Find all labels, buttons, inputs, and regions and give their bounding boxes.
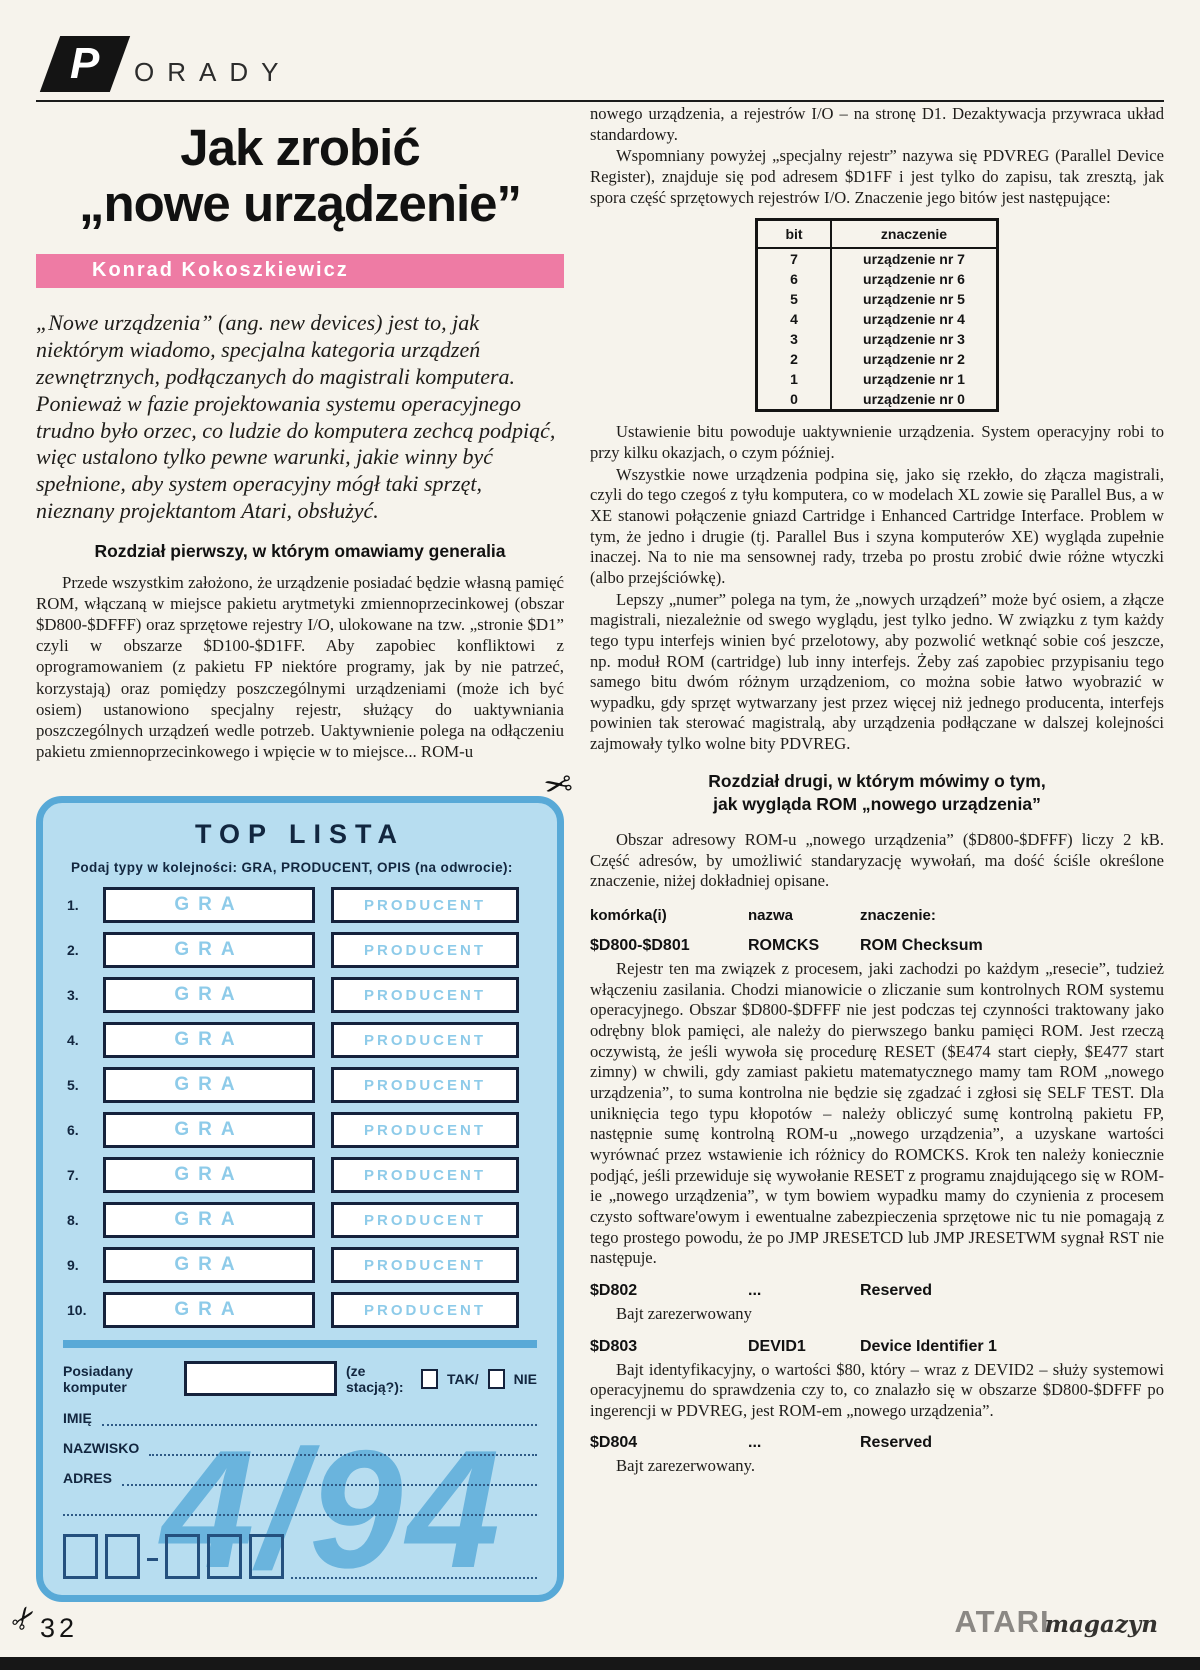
meaning-column-label: znaczenie:	[860, 907, 936, 924]
memory-map-columns-header	[590, 907, 1164, 924]
row-number: 10.	[67, 1302, 87, 1319]
left-body-paragraph: Przede wszystkim założono, że urządzenie posiadać będzie własną pamięć ROM, włączaną w miejsce pakietu arytmetyki zmiennoprzecinkowej (obszar $D800-$DFFF) oraz sprzętowe rejestry I/O, ulokowane na tzw. „stronie $D1” czyli w obszarze $D100-$D1FF. Aby zapobiec konfliktowi z oprogramowaniem (z pakietu FP niektóre programy, jak by nie patrzeć, korzystają) oraz pomiędzy poszczególnymi urządzeniami (może ich być osiem) ustanowiono specjalny rejestr, służący do uaktywniania poszczególnych urządzeń wedle potrzeb. Uaktywnienie polega na odłączeniu pakietu zmiennoprzecinkowego i wpięcie w to miejsce... ROM-u	[36, 572, 564, 762]
city-field[interactable]	[291, 1563, 537, 1579]
bit-table-header	[758, 221, 996, 249]
register-address: $D803	[590, 1337, 638, 1355]
nie-label: NIE	[513, 1370, 538, 1387]
bit-meaning: urządzenie nr 6	[863, 271, 965, 288]
coupon-row	[63, 1202, 537, 1238]
postal-code-box[interactable]	[165, 1534, 200, 1579]
producer-placeholder: PRODUCENT	[363, 1121, 486, 1139]
bit-meaning: urządzenie nr 1	[863, 371, 965, 388]
producer-field[interactable]	[331, 932, 519, 968]
bit-value: 2	[758, 349, 832, 369]
coupon-row	[63, 1292, 537, 1328]
producer-placeholder: PRODUCENT	[363, 1031, 486, 1049]
computer-field[interactable]	[184, 1361, 337, 1396]
game-placeholder: GRA	[174, 1299, 244, 1321]
bit-table-row	[758, 249, 996, 269]
author-band: Konrad Kokoszkiewicz	[36, 254, 564, 288]
register-description: Rejestr ten ma związek z procesem, jaki zachodzi po każdym „resecie”, tudzież włączeniu zasilania. Chodzi mianowicie o zliczanie sum kontrolnych ROM systemu operacyjnego. Obszar $D800-$DFFF nie jest podczas tej czynności traktowany jako odrębny blok pamięci, ale należy do pierwszego banku pamięci ROM. Jest rzeczą oczywistą, że jeśli wywoła się procedurę RESET ($E474 start ciepły, $E477 start zimny) w chwili, gdy zamiast pakietu matematycznego mamy tam ROM „nowego urządzenia”, to suma kontrolna nie będzie się zgadzać i zgłosi się SELF TEST. Dla uniknięcia tego typu kłopotów – należy obliczyć sumę kontrolną pakietu FP, następnie sumę kontrolną ROM-u „nowego urządzenia”, a uzyskane wartości wyrównać przez wstawienie ich różnicy do ROMCKS. Krok ten należy koniecznie podjąć, jeśli przewiduje się wywołanie RESET z programu znajdującego się w ROM-ie „nowego urządzenia”, w tym bowiem wypadku mamy do czynienia z procesem czysto software'owym i ewentualne zabezpieczenia sprzętowe nic tu nie pomagają z tego prostego powodu, że po JMP JRESETCD lub JMP JRESETWM sygnał RST nie następuje.	[590, 959, 1164, 1268]
postal-code-row	[63, 1534, 537, 1579]
coupon-row	[63, 977, 537, 1013]
game-field[interactable]	[103, 1067, 315, 1103]
game-placeholder: GRA	[174, 939, 244, 961]
row-number: 7.	[67, 1167, 79, 1184]
row-number: 4.	[67, 1032, 79, 1049]
article-title	[36, 120, 564, 232]
paragraph: Lepszy „numer” polega na tym, że „nowych urządzeń” może być osiem, a złącze magistrali, niezależnie od swego wyglądu, jest tylko jedno. W związku z tym każdy tego typu interfejs winien być przelotowy, aby pozwolić wetknąć sobie coś jeszcze, np. moduł ROM (cartridge) lub inny interfejs. Żeby zaś zapobiec przypisaniu tego samego bitu dwóm różnym urządzeniom, co można sobie łatwo wyobrazić w wypadku, gdy sprzęt wytwarzany jest przez więcej niż jednego producenta, interfejs powinien tak sterować magistralą, aby urządzenia podłączane w dalszej kolejności zajmowały tylko wolne bity PDVREG.	[590, 589, 1164, 754]
producer-placeholder: PRODUCENT	[363, 1211, 486, 1229]
chapter2-heading-line1: Rozdział drugi, w którym mówimy o tym,	[708, 770, 1046, 791]
coupon-row	[63, 1247, 537, 1283]
producer-field[interactable]	[331, 1157, 519, 1193]
producer-field[interactable]	[331, 887, 519, 923]
game-field[interactable]	[103, 887, 315, 923]
producer-field[interactable]	[331, 1022, 519, 1058]
coupon-row	[63, 1157, 537, 1193]
coupon-row	[63, 932, 537, 968]
bit-table-row	[758, 369, 996, 389]
name-column-label: nazwa	[748, 907, 794, 924]
bit-meaning: urządzenie nr 7	[863, 251, 965, 268]
bit-meaning: urządzenie nr 2	[863, 351, 965, 368]
bit-value: 7	[758, 249, 832, 269]
tak-label: TAK/	[447, 1370, 479, 1387]
game-field[interactable]	[103, 1112, 315, 1148]
register-heading	[590, 1282, 1164, 1300]
surname-row	[63, 1440, 537, 1456]
paragraph: Ustawienie bitu powoduje uaktywnienie urządzenia. System operacyjny robi to przy kilku okazjach, o czym później.	[590, 422, 1164, 462]
bit-meaning: urządzenie nr 0	[863, 391, 965, 408]
postal-code-box[interactable]	[63, 1534, 98, 1579]
producer-field[interactable]	[331, 1112, 519, 1148]
station-label: (ze stacją?):	[345, 1362, 404, 1395]
bit-value: 3	[758, 329, 832, 349]
game-placeholder: GRA	[174, 1074, 244, 1096]
bit-table-row	[758, 269, 996, 289]
coupon-row	[63, 1067, 537, 1103]
article-title-line2: „nowe urządzenie”	[78, 175, 522, 233]
game-field[interactable]	[103, 1202, 315, 1238]
postal-code-box[interactable]	[207, 1534, 242, 1579]
magazine-brand	[955, 1604, 1158, 1640]
register-name: ROMCKS	[748, 937, 820, 954]
register-name: ...	[748, 1281, 762, 1299]
paragraph: Wspomniany powyżej „specjalny rejestr” nazywa się PDVREG (Parallel Device Register), znajduje się pod adresem $D1FF i jest tylko do zapisu, tak zresztą, jak spora część sprzętowych rejestrów I/O. Znaczenie jego bitów jest następujące:	[590, 146, 1164, 207]
bit-value: 6	[758, 269, 832, 289]
producer-placeholder: PRODUCENT	[363, 1301, 486, 1319]
producer-field[interactable]	[331, 1202, 519, 1238]
tak-checkbox[interactable]	[421, 1369, 438, 1389]
address-field[interactable]	[122, 1470, 537, 1486]
bit-meaning: urządzenie nr 5	[863, 291, 965, 308]
row-number: 8.	[67, 1212, 79, 1229]
game-field[interactable]	[103, 977, 315, 1013]
game-field[interactable]	[103, 1247, 315, 1283]
bit-meaning: urządzenie nr 3	[863, 331, 965, 348]
register-heading	[590, 1434, 1164, 1452]
bit-table-row	[758, 389, 996, 409]
producer-field[interactable]	[331, 1067, 519, 1103]
magazyn-logo: magazyn	[1044, 1611, 1158, 1638]
article-title-line1: Jak zrobić	[180, 119, 420, 176]
porady-logo	[40, 36, 130, 92]
coupon-instructions: Podaj typy w kolejności: GRA, PRODUCENT, OPIS (na odwrocie):	[71, 860, 513, 876]
game-placeholder: GRA	[174, 1254, 244, 1276]
bit-table-row	[758, 349, 996, 369]
game-field[interactable]	[103, 1157, 315, 1193]
register-title: Reserved	[860, 1281, 933, 1299]
name-field[interactable]	[102, 1410, 537, 1426]
nie-checkbox[interactable]	[488, 1369, 505, 1389]
right-column	[590, 104, 1164, 1602]
row-number: 6.	[67, 1122, 79, 1139]
pdvreg-bit-table	[755, 218, 999, 412]
paragraph: Obszar adresowy ROM-u „nowego urządzenia” ($D800-$DFFF) liczy 2 kB. Część adresów, by umożliwić standaryzację wywołań, ma dość ściśle określone znaczenie, niżej dokładniej opisane.	[590, 830, 1164, 891]
game-field[interactable]	[103, 1022, 315, 1058]
register-title: Device Identifier 1	[860, 1337, 997, 1355]
game-placeholder: GRA	[174, 894, 244, 916]
producer-placeholder: PRODUCENT	[363, 1076, 486, 1094]
coupon-title: TOP LISTA	[194, 819, 406, 850]
name-row	[63, 1410, 537, 1426]
coupon-row	[63, 1112, 537, 1148]
postal-code-box[interactable]	[105, 1534, 140, 1579]
bit-table-row	[758, 289, 996, 309]
chapter1-heading: Rozdział pierwszy, w którym omawiamy generalia	[94, 540, 506, 561]
paragraph: nowego urządzenia, a rejestrów I/O – na stronę D1. Dezaktywacja przywraca układ standardowy.	[590, 104, 1164, 144]
game-field[interactable]	[103, 932, 315, 968]
bit-value: 4	[758, 309, 832, 329]
register-address: $D802	[590, 1281, 638, 1299]
atari-logo: ATARI	[954, 1604, 1050, 1639]
register-address: $D800-$D801	[590, 937, 690, 954]
bit-value: 5	[758, 289, 832, 309]
page-number: 32	[40, 1613, 79, 1643]
top-lista-coupon	[36, 796, 564, 1602]
postal-code-dash	[147, 1558, 158, 1561]
register-title: Reserved	[860, 1434, 933, 1452]
section-title: ORADY	[134, 57, 292, 87]
address-row	[63, 1470, 537, 1486]
producer-field[interactable]	[331, 1292, 519, 1328]
coupon-row	[63, 887, 537, 923]
register-heading	[590, 937, 1164, 955]
bit-meaning: urządzenie nr 4	[863, 311, 965, 328]
coupon-row	[63, 1022, 537, 1058]
row-number: 5.	[67, 1077, 79, 1094]
row-number: 1.	[67, 897, 79, 914]
scissors-icon: ✂	[3, 1598, 47, 1640]
name-label: IMIĘ	[63, 1410, 92, 1427]
producer-placeholder: PRODUCENT	[363, 941, 486, 959]
postal-code-box[interactable]	[249, 1534, 284, 1579]
bit-header: bit	[758, 221, 832, 247]
lead-paragraph: „Nowe urządzenia” (ang. new devices) jest to, jak niektórym wiadomo, specjalna kategoria urządzeń zewnętrznych, podłączanych do magistrali komputera. Ponieważ w fazie projektowania systemu operacyjnego trudno było orzec, co ludzie do komputera zechcą podpiąć, więc ustalono tylko pewne warunki, jakie winny być spełnione, aby system operacyjny mógł taki sprzęt, nieznany projektantom Atari, obsłużyć.	[36, 310, 556, 523]
game-placeholder: GRA	[174, 1164, 244, 1186]
meaning-header: znaczenie	[880, 226, 948, 243]
game-placeholder: GRA	[174, 1209, 244, 1231]
producer-field[interactable]	[331, 1247, 519, 1283]
header-rule	[36, 100, 1164, 102]
row-number: 2.	[67, 942, 79, 959]
game-placeholder: GRA	[174, 1029, 244, 1051]
register-description: Bajt zarezerwowany	[616, 1303, 752, 1323]
cells-column-label: komórka(i)	[590, 907, 667, 924]
chapter2-heading	[590, 770, 1164, 817]
address-field-2[interactable]	[63, 1500, 537, 1516]
register-address: $D804	[590, 1434, 638, 1452]
bit-value: 1	[758, 369, 832, 389]
bit-table-row	[758, 309, 996, 329]
surname-label: NAZWISKO	[63, 1440, 140, 1457]
register-heading	[590, 1338, 1164, 1356]
coupon-divider	[63, 1340, 537, 1348]
address-label: ADRES	[63, 1470, 113, 1487]
paragraph: Wszystkie nowe urządzenia podpina się, jako się rzekło, do złącza magistrali, czyli do tego czegoś z tyłu komputera, co w modelach XL zowie się Parallel Bus, a w XE stanowi połączenie gniazd Cartridge i Enhanced Cartridge Interface. Problem w tym, że jedno i drugie (tj. Parallel Bus i szyna komputerów XE) wygląda zupełnie inaczej. Na to nie ma sensownej rady, trzeba po prostu zrobić dwie różne wtyczki (albo przejściówkę).	[590, 464, 1164, 587]
chapter2-heading-line2: jak wygląda ROM „nowego urządzenia”	[713, 794, 1041, 815]
register-name: DEVID1	[748, 1337, 806, 1355]
bit-table-row	[758, 329, 996, 349]
game-field[interactable]	[103, 1292, 315, 1328]
page-header	[36, 16, 1164, 92]
register-name: ...	[748, 1434, 762, 1452]
game-placeholder: GRA	[174, 984, 244, 1006]
register-description: Bajt zarezerwowany.	[616, 1456, 755, 1476]
bit-value: 0	[758, 389, 832, 409]
computer-label: Posiadany komputer	[63, 1362, 134, 1395]
address-row-2	[63, 1500, 537, 1516]
logo-letter: P	[70, 39, 100, 88]
scissors-icon: ✂	[540, 764, 576, 809]
producer-placeholder: PRODUCENT	[363, 1256, 486, 1274]
bottom-bar	[0, 1657, 1200, 1670]
issue-watermark: 4/94	[161, 1415, 504, 1603]
producer-placeholder: PRODUCENT	[363, 896, 486, 914]
producer-placeholder: PRODUCENT	[363, 986, 486, 1004]
producer-placeholder: PRODUCENT	[363, 1166, 486, 1184]
computer-row	[63, 1361, 537, 1396]
producer-field[interactable]	[331, 977, 519, 1013]
row-number: 3.	[67, 987, 79, 1004]
row-number: 9.	[67, 1257, 79, 1274]
game-placeholder: GRA	[174, 1119, 244, 1141]
register-description: Bajt identyfikacyjny, o wartości $80, który – wraz z DEVID2 – służy systemowi operacyjnemu do sprawdzenia czy to, co znalazło się w obszarze $D800-$DFFF po ingerencji w PDVREG, jest ROM-em „nowego urządzenia”.	[590, 1359, 1164, 1420]
surname-field[interactable]	[149, 1440, 537, 1456]
register-title: ROM Checksum	[860, 937, 983, 954]
